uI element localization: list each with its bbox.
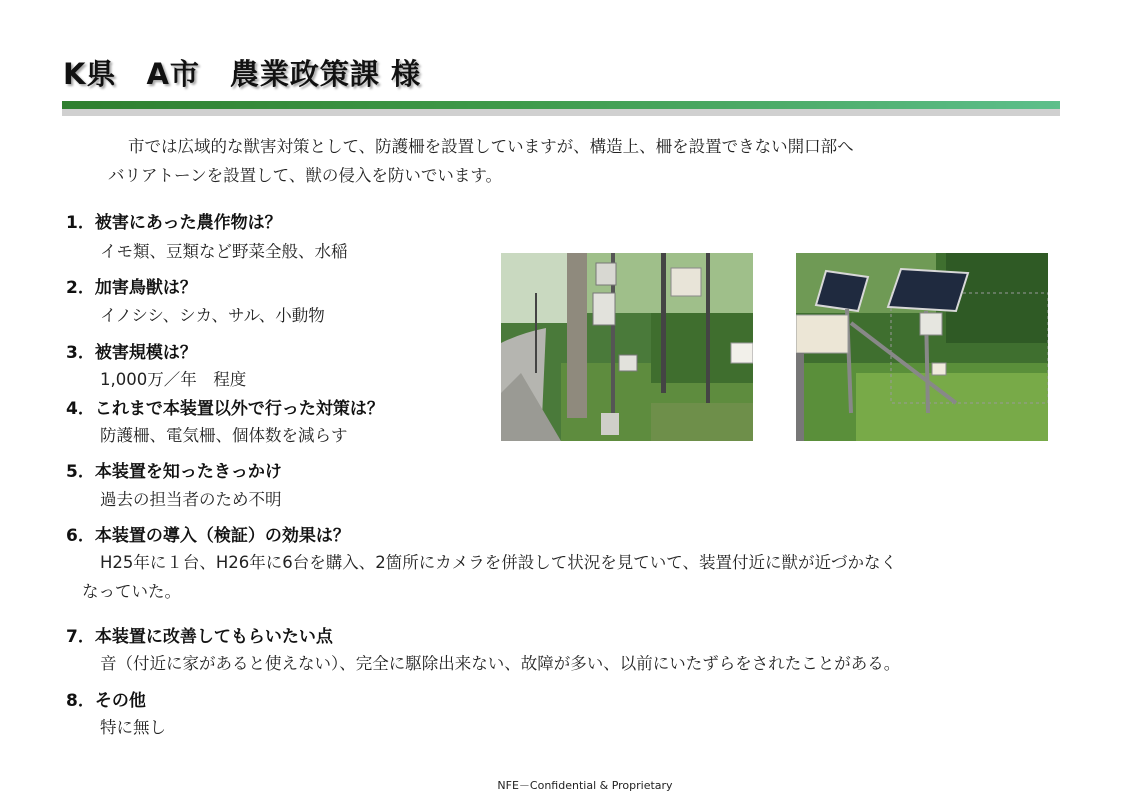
answer-6-line-2: なっていた。	[82, 582, 181, 601]
footer-confidential: NFE－Confidential & Proprietary	[497, 779, 673, 792]
photo-device-on-pole	[501, 253, 753, 441]
question-6: 6．本装置の導入（検証）の効果は？	[66, 526, 350, 546]
question-2: 2．加害鳥獣は？	[66, 278, 197, 298]
question-8: 8．その他	[66, 691, 146, 711]
answer-4: 防護柵、電気柵、個体数を減らす	[100, 426, 348, 445]
answer-8: 特に無し	[100, 718, 166, 737]
question-5: 5．本装置を知ったきっかけ	[66, 462, 282, 482]
answer-7: 音（付近に家があると使えない）、完全に駆除出来ない、故障が多い、以前にいたずらをされたことがある。	[100, 654, 901, 673]
title-underline-green	[62, 101, 1060, 109]
answer-6-line-1: H25年に１台、H26年に6台を購入、2箇所にカメラを併設して状況を見ていて、装置付近に獣が近づかなく	[100, 553, 897, 572]
intro-line-2: バリアトーンを設置して、獣の侵入を防いでいます。	[108, 166, 503, 185]
question-1: 1．被害にあった農作物は？	[66, 213, 282, 233]
answer-2: イノシシ、シカ、サル、小動物	[100, 306, 325, 325]
answer-3: 1,000万／年 程度	[100, 370, 247, 389]
title-underline-gray	[62, 109, 1060, 116]
answer-5: 過去の担当者のため不明	[100, 490, 282, 509]
question-4: 4．これまで本装置以外で行った対策は？	[66, 399, 384, 419]
answer-1: イモ類、豆類など野菜全般、水稲	[100, 242, 348, 261]
question-3: 3．被害規模は？	[66, 343, 197, 363]
page-title: K県 A市 農業政策課 様	[63, 57, 422, 91]
question-7: 7．本装置に改善してもらいたい点	[66, 627, 333, 647]
intro-line-1: 市では広域的な獣害対策として、防護柵を設置していますが、構造上、柵を設置できない開口部へ	[128, 137, 854, 156]
photo-solar-panel-device	[796, 253, 1048, 441]
